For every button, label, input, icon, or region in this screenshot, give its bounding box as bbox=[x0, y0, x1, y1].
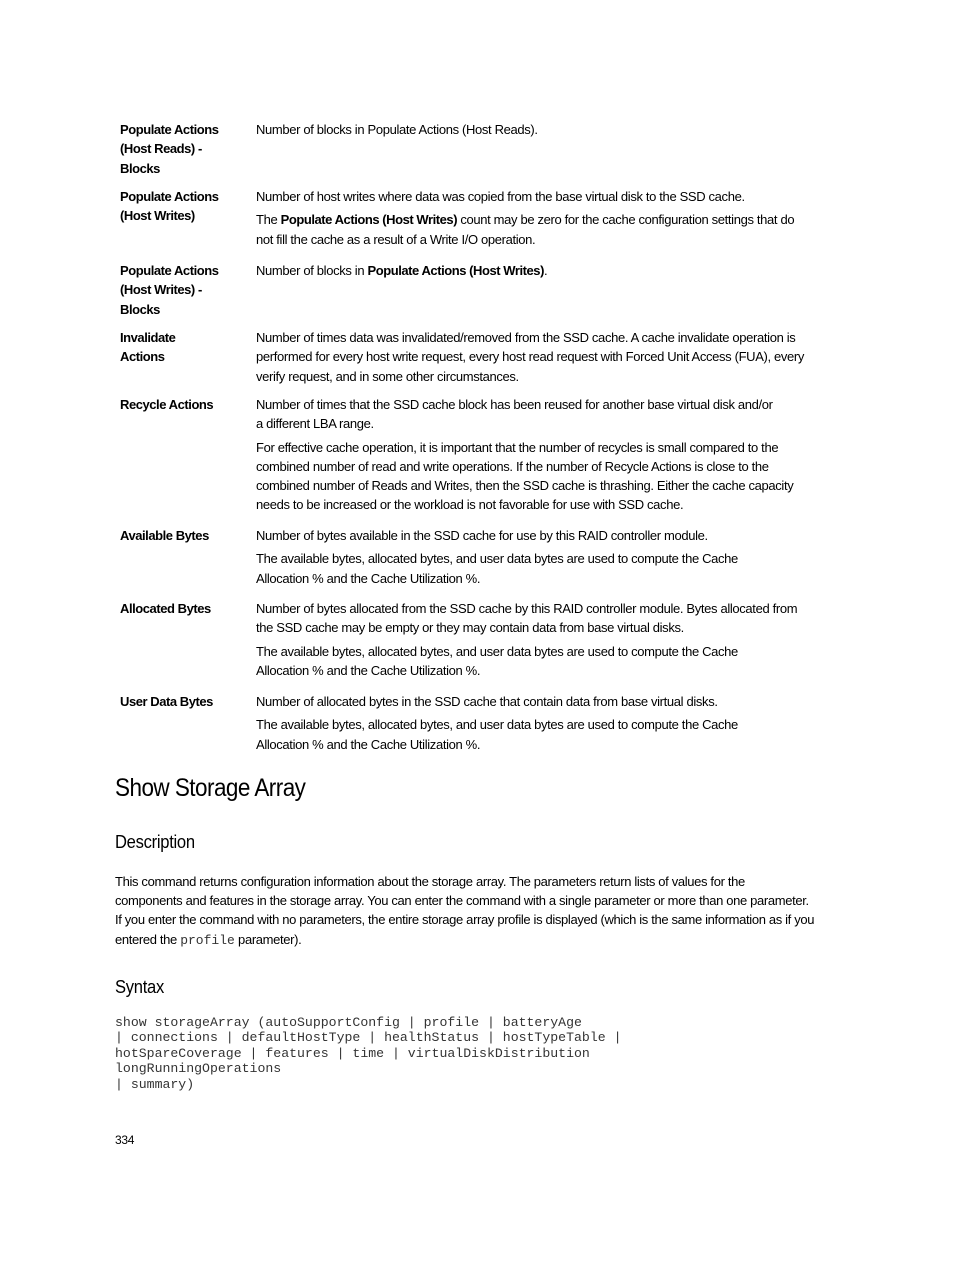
definition-description bbox=[256, 692, 808, 758]
page-number: 334 bbox=[115, 1133, 135, 1147]
description-heading: Description bbox=[115, 832, 195, 852]
definition-description bbox=[256, 261, 808, 284]
bold-term: Populate Actions (Host Writes) bbox=[280, 212, 458, 228]
definition-term: Recycle Actions bbox=[120, 397, 214, 412]
inline-code: profile bbox=[180, 932, 235, 948]
description-paragraph: Number of blocks in Populate Actions (Host Reads). bbox=[256, 122, 538, 137]
definition-term: Available Bytes bbox=[120, 528, 209, 543]
description-text: This command returns configuration information about the storage array. The parameters return lists of values for the components and features in the storage array. You can enter the command with a single parameter or more than one parameter. If you enter the command with no parameters, the entire storage array profile is displayed (which is the same information as if you entered the profile parameter). bbox=[115, 874, 815, 948]
definition-term: Populate Actions (Host Reads) - Blocks bbox=[120, 122, 219, 176]
definition-description bbox=[256, 328, 808, 390]
definition-term: Allocated Bytes bbox=[120, 601, 211, 616]
definition-description bbox=[256, 395, 808, 519]
definition-description bbox=[256, 120, 808, 143]
section-title: Show Storage Array bbox=[115, 774, 306, 802]
description-paragraph: Number of times that the SSD cache block has been reused for another base virtual disk and/or a different LBA range. bbox=[256, 397, 773, 432]
definition-term: Invalidate Actions bbox=[120, 330, 176, 365]
definition-description bbox=[256, 599, 808, 684]
definition-term: Populate Actions (Host Writes) bbox=[120, 189, 219, 224]
syntax-code-block: show storageArray (autoSupportConfig | profile | batteryAge | connections | defaultHostType | healthStatus | hostTypeTable | hotSpareCoverage | features | time | virtualDiskDistribution longRunningOperations | summary) bbox=[115, 1015, 622, 1092]
bold-term: Populate Actions (Host Writes) bbox=[367, 263, 544, 278]
definition-description bbox=[256, 526, 808, 592]
description-paragraph: Number of bytes available in the SSD cache for use by this RAID controller module. bbox=[256, 528, 708, 543]
description-paragraph: Number of bytes allocated from the SSD cache by this RAID controller module. Bytes allocated from the SSD cache may be empty or they may contain data from base virtual disks. bbox=[256, 601, 798, 636]
definition-term: User Data Bytes bbox=[120, 694, 213, 709]
description-paragraph: The available bytes, allocated bytes, and user data bytes are used to compute the Cache Allocation % and the Cache Utilization %. bbox=[256, 643, 738, 678]
definition-term: Populate Actions (Host Writes) - Blocks bbox=[120, 263, 219, 317]
description-paragraph: Number of times data was invalidated/removed from the SSD cache. A cache invalidate operation is performed for every host write request, every host read request with Forced Unit Access (FUA), every verify request, and in some other circumstances. bbox=[256, 330, 805, 384]
definition-description bbox=[256, 187, 808, 253]
description-paragraph: Number of allocated bytes in the SSD cache that contain data from base virtual disks. bbox=[256, 694, 718, 709]
description-paragraph: Number of blocks in Populate Actions (Host Writes). bbox=[256, 263, 548, 278]
description-paragraph: For effective cache operation, it is important that the number of recycles is small compared to the combined number of read and write operations. If the number of Recycle Actions is close to the combined number of Reads and Writes, then the SSD cache is thrashing. Either the cache capacity needs to be increased or the workload is not favorable for use with SSD cache. bbox=[256, 439, 794, 513]
description-paragraph: The available bytes, allocated bytes, and user data bytes are used to compute the Cache Allocation % and the Cache Utilization %. bbox=[256, 551, 738, 586]
syntax-heading: Syntax bbox=[115, 977, 164, 997]
description-paragraph: The available bytes, allocated bytes, and user data bytes are used to compute the Cache Allocation % and the Cache Utilization %. bbox=[256, 717, 738, 752]
description-paragraph: Number of host writes where data was copied from the base virtual disk to the SSD cache. bbox=[256, 189, 745, 204]
description-paragraph: The Populate Actions (Host Writes) count may be zero for the cache configuration settings that do not fill the cache as a result of a Write I/O operation. bbox=[256, 212, 795, 247]
